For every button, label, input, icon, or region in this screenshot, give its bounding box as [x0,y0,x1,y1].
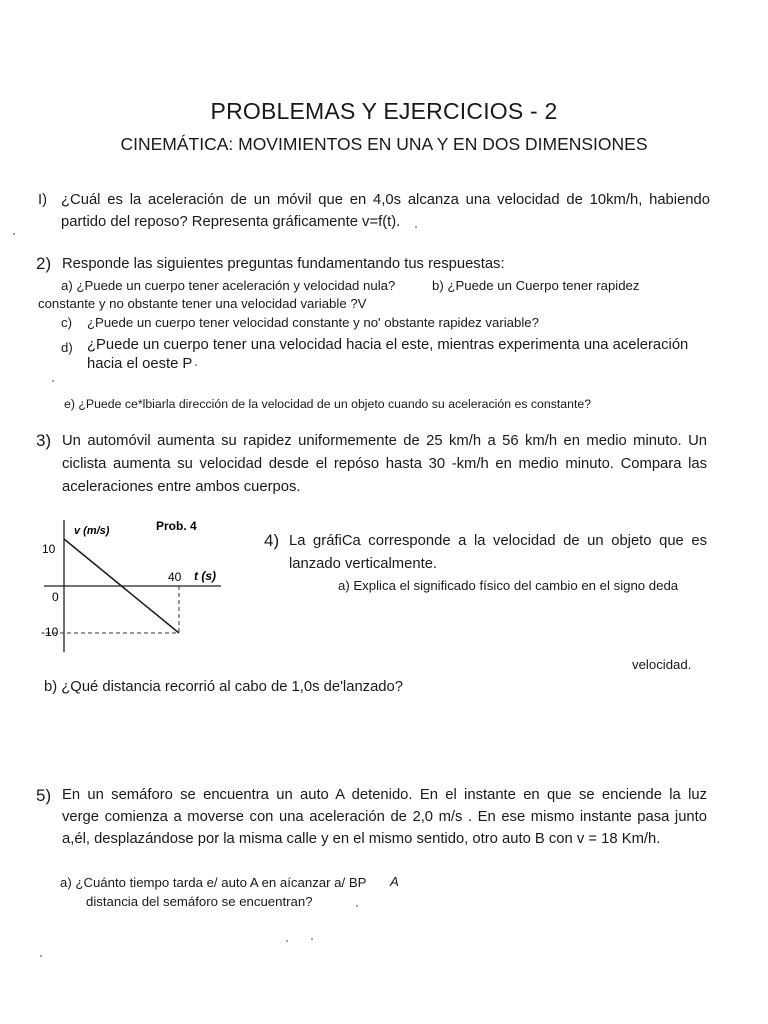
problem-5-a: a) ¿Cuánto tiempo tarda e/ auto A en aícanzar a/ BP [60,875,367,890]
scan-speck [415,226,417,228]
scan-speck [52,380,54,382]
problem-5-line-2: verge comienza a moverse con una aceleración de 2,0 m/s . En ese mismo instante pasa junto [62,809,707,825]
problem-2-b-cont: constante y no obstante tener una velocidad variable ?V [38,296,367,311]
problem-2-c: ¿Puede un cuerpo tener velocidad constante y no' obstante rapidez variable? [87,315,539,330]
page-subtitle: CINEMÁTICA: MOVIMIENTOS EN UNA Y EN DOS DIMENSIONES [120,134,648,154]
velocity-time-graph [36,512,236,657]
problem-5-number: 5) [36,786,52,805]
tick-label-neg10: -10 [41,625,59,639]
problem-4-a: a) Explica el significado físico del cambio en el signo deda [338,578,679,593]
scan-speck [13,233,15,235]
problem-2-d-line-1: ¿Puede un cuerpo tener una velocidad hacia el este, mientras experimenta una aceleración [87,337,689,353]
problem-5-line-3: a,él, desplazándose por la misma calle y en el mismo sentido, otro auto B con v = 18 Km/h. [62,831,661,847]
problem-2-b-start: b) ¿Puede un Cuerpo tener rapidez [432,278,640,293]
problem-3-line-1: Un automóvil aumenta su rapidez uniformemente de 25 km/h a 56 km/h en medio minuto. Un [62,433,707,449]
problem-1-line-1: ¿Cuál es la aceleración de un móvil que en 4,0s alcanza una velocidad de 10km/h, habiendo [61,192,710,208]
scan-speck [195,364,197,366]
page-title: PROBLEMAS Y EJERCICIOS - 2 [210,98,558,124]
problem-3-number: 3) [36,431,52,450]
problem-5-line-1: En un semáforo se encuentra un auto A detenido. En el instante en que se enciende la luz [62,787,707,803]
problem-2-d-line-2: hacia el oeste P [87,356,193,372]
problem-3-line-2: ciclista aumenta su velocidad desde el repóso hasta 30 -km/h en medio minuto. Compara las [62,456,707,472]
graph-y-label: v (m/s) [74,525,110,537]
problem-4-a-end: velocidad. [632,657,692,672]
tick-label-0: 0 [52,590,59,604]
problem-4-line-1: La gráfiCa corresponde a la velocidad de un objeto que es [289,533,707,549]
problem-2-number: 2) [36,254,52,273]
tick-label-10: 10 [42,542,56,556]
problem-4-line-2: lanzado verticalmente. [289,556,438,572]
problem-2-intro: Responde las siguientes preguntas fundamentando tus respuestas: [62,256,505,272]
problem-1-number: I) [38,192,48,208]
problem-2-a: a) ¿Puede un cuerpo tener aceleración y velocidad nula? [61,278,396,293]
problem-4-number: 4) [264,531,280,550]
problem-2-e: e) ¿Puede ce*lbiarla dirección de la velocidad de un objeto cuando su aceleración es constante? [64,397,592,411]
problem-3-line-3: aceleraciones entre ambos cuerpos. [62,479,301,495]
tick-label-40: 40 [168,570,182,584]
problem-4-b: b) ¿Qué distancia recorrió al cabo de 1,0s de'lanzado? [44,679,403,695]
graph-title: Prob. 4 [156,519,197,533]
scan-speck [40,955,42,957]
problem-1-line-2: partido del reposo? Representa gráficamente v=f(t). [61,214,401,230]
problem-5-a-mark: A [390,874,399,889]
scan-speck [286,940,288,942]
scan-speck [311,938,313,940]
problem-5-a-line-2: distancia del semáforo se encuentran? [86,894,313,909]
problem-2-c-label: c) [61,315,72,330]
graph-x-label: t (s) [194,569,216,583]
problem-2-d-label: d) [61,340,73,355]
scan-speck [356,905,358,907]
